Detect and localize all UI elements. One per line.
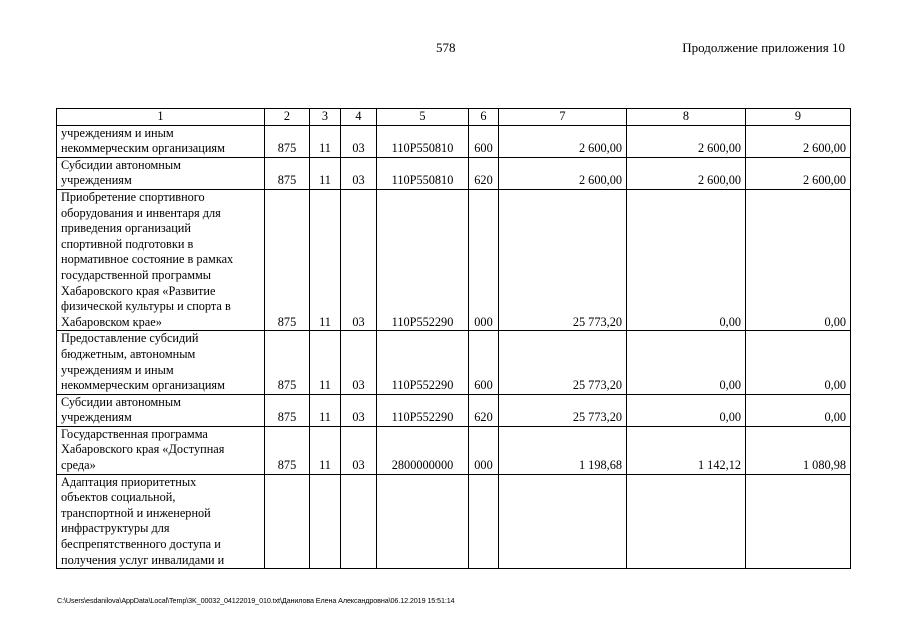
table-row: [57, 125, 851, 157]
row-name-line: беспрепятственного доступа и: [61, 537, 221, 552]
row-name-line: Хабаровского края «Доступная: [61, 442, 225, 457]
grbs-cell: [265, 474, 310, 569]
row-name-cell: [57, 394, 265, 426]
amount-year1-cell: 25 773,20: [499, 331, 627, 394]
row-name-cell: [57, 331, 265, 394]
column-header: 2: [265, 109, 310, 126]
row-name-line: Предоставление субсидий: [61, 331, 199, 346]
row-name-line: Субсидии автономным: [61, 394, 181, 409]
row-name-line: учреждениям и иным: [61, 125, 174, 140]
subsection-cell: [341, 474, 377, 569]
target-article-cell: 110P552290: [377, 189, 469, 330]
amount-year2-cell: 1 142,12: [627, 426, 746, 474]
row-name-cell: [57, 426, 265, 474]
section-cell: 11: [310, 394, 341, 426]
amount-year1-cell: 2 600,00: [499, 157, 627, 189]
row-name-line: оборудования и инвентаря для: [61, 205, 221, 220]
row-name-line: Приобретение спортивного: [61, 189, 205, 204]
amount-year2-cell: 0,00: [627, 331, 746, 394]
row-name-line: среда»: [61, 458, 96, 473]
row-name-line: Государственная программа: [61, 426, 208, 441]
row-name-line: нормативное состояние в рамках: [61, 252, 234, 267]
column-header: 6: [469, 109, 499, 126]
amount-year1-cell: 25 773,20: [499, 394, 627, 426]
row-name-line: Хабаровского края «Развитие: [61, 283, 216, 298]
row-name-line: учреждениям и иным: [61, 362, 174, 377]
row-name-line: транспортной и инженерной: [61, 505, 211, 520]
row-name-line: объектов социальной,: [61, 490, 176, 505]
grbs-cell: 875: [265, 189, 310, 330]
footer-file-path: C:\Users\esdanilova\AppData\Local\Temp\3K_00032_04122019_010.txt\Данилова Елена Александровна\06.12.2019 15:51:14: [57, 596, 455, 605]
amount-year2-cell: [627, 474, 746, 569]
amount-year3-cell: 2 600,00: [746, 157, 851, 189]
amount-year1-cell: 25 773,20: [499, 189, 627, 330]
target-article-cell: 110P550810: [377, 157, 469, 189]
row-name-line: Субсидии автономным: [61, 157, 181, 172]
target-article-cell: 110P552290: [377, 394, 469, 426]
amount-year2-cell: 0,00: [627, 394, 746, 426]
expense-type-cell: 000: [469, 426, 499, 474]
amount-year1-cell: 1 198,68: [499, 426, 627, 474]
amount-year3-cell: [746, 474, 851, 569]
target-article-cell: [377, 474, 469, 569]
column-header: 5: [377, 109, 469, 126]
target-article-cell: 110P552290: [377, 331, 469, 394]
column-header: 9: [746, 109, 851, 126]
subsection-cell: 03: [341, 125, 377, 157]
grbs-cell: 875: [265, 394, 310, 426]
amount-year2-cell: 2 600,00: [627, 157, 746, 189]
subsection-cell: 03: [341, 426, 377, 474]
appendix-continuation-note: Продолжение приложения 10: [682, 40, 845, 55]
grbs-cell: 875: [265, 331, 310, 394]
column-header: 3: [310, 109, 341, 126]
table-row: [57, 426, 851, 474]
row-name-line: государственной программы: [61, 267, 212, 282]
table-row: [57, 189, 851, 330]
row-name-line: инфраструктуры для: [61, 521, 170, 536]
amount-year3-cell: 0,00: [746, 394, 851, 426]
amount-year3-cell: 1 080,98: [746, 426, 851, 474]
target-article-cell: 110P550810: [377, 125, 469, 157]
table-row: [57, 157, 851, 189]
table-row: [57, 474, 851, 569]
subsection-cell: 03: [341, 157, 377, 189]
row-name-cell: [57, 189, 265, 330]
row-name-line: спортивной подготовки в: [61, 236, 194, 251]
row-name-line: некоммерческим организациям: [61, 378, 225, 393]
target-article-cell: 2800000000: [377, 426, 469, 474]
row-name-line: учреждениям: [61, 173, 132, 188]
grbs-cell: 875: [265, 426, 310, 474]
column-header: 4: [341, 109, 377, 126]
row-name-cell: [57, 474, 265, 569]
row-name-cell: [57, 157, 265, 189]
column-header: 7: [499, 109, 627, 126]
amount-year2-cell: 2 600,00: [627, 125, 746, 157]
row-name-line: учреждениям: [61, 410, 132, 425]
expense-type-cell: 000: [469, 189, 499, 330]
expense-type-cell: 600: [469, 331, 499, 394]
grbs-cell: 875: [265, 125, 310, 157]
amount-year3-cell: 0,00: [746, 331, 851, 394]
amount-year1-cell: 2 600,00: [499, 125, 627, 157]
section-cell: 11: [310, 426, 341, 474]
row-name-line: приведения организаций: [61, 221, 191, 236]
expense-type-cell: 620: [469, 394, 499, 426]
row-name-line: получения услуг инвалидами и: [61, 552, 225, 567]
table-row: [57, 394, 851, 426]
expense-type-cell: 600: [469, 125, 499, 157]
subsection-cell: 03: [341, 331, 377, 394]
section-cell: [310, 474, 341, 569]
table-row: [57, 331, 851, 394]
row-name-cell: [57, 125, 265, 157]
amount-year3-cell: 0,00: [746, 189, 851, 330]
row-name-line: бюджетным, автономным: [61, 346, 196, 361]
budget-table: [56, 108, 851, 569]
expense-type-cell: [469, 474, 499, 569]
page-number: 578: [436, 40, 456, 55]
subsection-cell: 03: [341, 394, 377, 426]
section-cell: 11: [310, 125, 341, 157]
subsection-cell: 03: [341, 189, 377, 330]
row-name-line: Адаптация приоритетных: [61, 474, 197, 489]
column-header: 8: [627, 109, 746, 126]
column-header: 1: [57, 109, 265, 126]
table-body: [57, 125, 851, 569]
row-name-line: Хабаровском крае»: [61, 314, 162, 329]
amount-year2-cell: 0,00: [627, 189, 746, 330]
expense-type-cell: 620: [469, 157, 499, 189]
section-cell: 11: [310, 157, 341, 189]
row-name-line: физической культуры и спорта в: [61, 299, 231, 314]
table-header-row: [57, 109, 851, 126]
amount-year3-cell: 2 600,00: [746, 125, 851, 157]
amount-year1-cell: [499, 474, 627, 569]
section-cell: 11: [310, 189, 341, 330]
row-name-line: некоммерческим организациям: [61, 141, 225, 156]
grbs-cell: 875: [265, 157, 310, 189]
section-cell: 11: [310, 331, 341, 394]
